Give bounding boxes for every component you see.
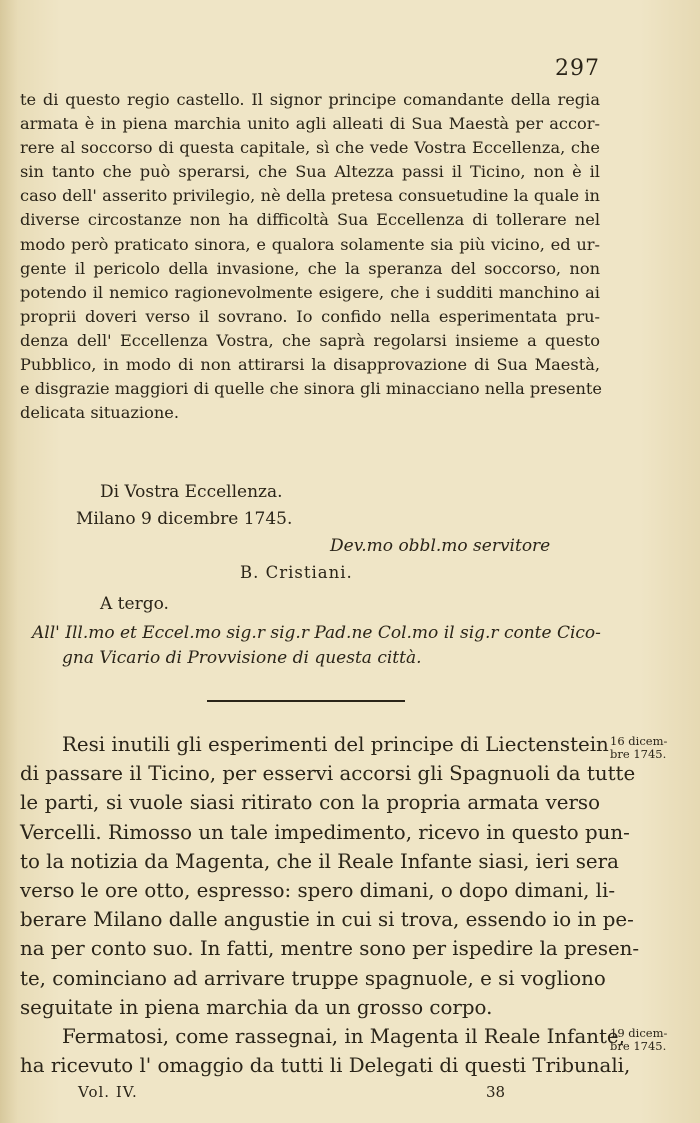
text-line: Pubblico, in modo di non attirarsi la disapprovazione di Sua Maestà, [20, 355, 600, 375]
letter-text [20, 88, 600, 425]
text-line: denza dell' Eccellenza Vostra, che saprà regolarsi insieme a questo [20, 330, 600, 350]
signature-mark: 38 [486, 1083, 506, 1101]
text-line: to la notizia da Magenta, che il Reale Infante siasi, ieri sera [20, 849, 619, 873]
text-line: verso le ore otto, espresso: spero dimani, o dopo dimani, li- [20, 879, 616, 903]
text-line: delicata situazione. [20, 403, 179, 423]
margin-date-note [610, 735, 696, 761]
text-line: proprii doveri verso il sovrano. Io confido nella esperimentata pru- [20, 306, 600, 326]
valediction: Dev.mo obbl.mo servitore [330, 536, 551, 556]
margin-note-line: bre 1745. [610, 747, 667, 761]
text-line: Resi inutili gli esperimenti del principe di Liectenstein [62, 733, 609, 756]
text-line: Vercelli. Rimosso un tale impedimento, ricevo in questo pun- [20, 820, 630, 844]
text-line: le parti, si vuole siasi ritirato con la propria armata verso [20, 791, 600, 815]
text-line: potendo il nemico ragionevolmente esigere, che i sudditi manchino ai [20, 282, 600, 302]
salutation: Di Vostra Eccellenza. [100, 482, 283, 502]
text-line: rere al soccorso di questa capitale, sì che vede Vostra Eccellenza, che [20, 138, 600, 158]
address-block [32, 621, 602, 671]
text-line: Fermatosi, come rassegnai, in Magenta il Reale Infante, [62, 1025, 625, 1049]
text-line: te di questo regio castello. Il signor principe comandante della regia [20, 90, 600, 109]
address-line: All' Ill.mo et Eccel.mo sig.r sig.r Pad.ne Col.mo il sig.r conte Cico- [32, 623, 601, 643]
text-line: sin tanto che può sperarsi, che Sua Altezza passi il Ticino, non è il [20, 162, 600, 182]
margin-date-note [610, 1027, 696, 1053]
tergo-label: A tergo. [100, 594, 169, 614]
margin-note-line: 16 dicem- [610, 734, 668, 748]
address-line: gna Vicario di Provvisione di questa città. [62, 648, 422, 668]
text-line: modo però praticato sinora, e qualora solamente sia più vicino, ed ur- [20, 234, 600, 254]
text-line: diverse circostanze non ha difficoltà Sua Eccellenza di tollerare nel [20, 210, 600, 230]
text-line: caso dell' asserito privilegio, nè della pretesa consuetudine la quale in [20, 186, 600, 206]
section-divider [207, 700, 405, 702]
margin-note-line: 19 dicem- [610, 1026, 668, 1040]
place-date: Milano 9 dicembre 1745. [76, 509, 293, 529]
volume-label: Vol. IV. [78, 1083, 138, 1101]
text-line: berare Milano dalle angustie in cui si trova, essendo io in pe- [20, 908, 634, 932]
text-line: na per conto suo. In fatti, mentre sono per ispedire la presen- [20, 937, 640, 961]
text-line: armata è in piena marchia unito agli alleati di Sua Maestà per accor- [20, 114, 600, 134]
signature: B. Cristiani. [240, 563, 353, 582]
page-number: 297 [555, 56, 600, 81]
text-line: seguitate in piena marchia da un grosso corpo. [20, 995, 493, 1019]
text-line: te, cominciano ad arrivare truppe spagnuole, e si vogliono [20, 966, 606, 990]
text-line: di passare il Ticino, per esservi accorsi gli Spagnuoli da tutte [20, 762, 636, 786]
text-line: ha ricevuto l' omaggio da tutti li Delegati di questi Tribunali, [20, 1054, 631, 1078]
text-line: e disgrazie maggiori di quelle che sinora gli minacciano nella presente [20, 379, 602, 399]
margin-note-line: bre 1745. [610, 1039, 667, 1053]
text-line: gente il pericolo della invasione, che la speranza del soccorso, non [20, 258, 600, 278]
